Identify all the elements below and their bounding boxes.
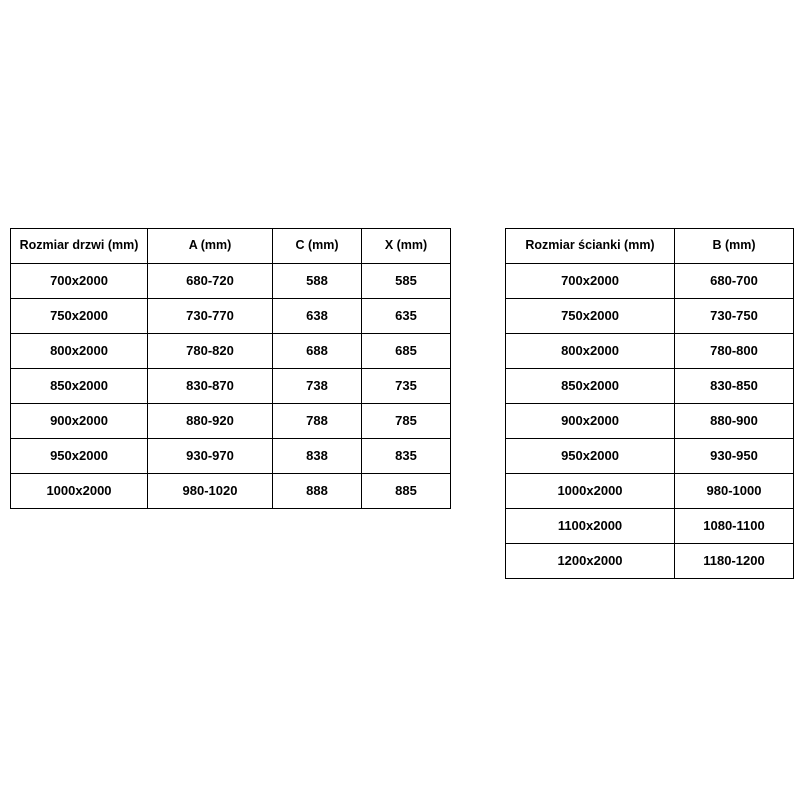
table-row <box>506 369 794 404</box>
cell-a: 780-820 <box>148 334 273 369</box>
cell-x: 885 <box>362 474 451 509</box>
cell-x: 635 <box>362 299 451 334</box>
cell-a: 830-870 <box>148 369 273 404</box>
cell-c: 888 <box>273 474 362 509</box>
cell-door-size: 900x2000 <box>11 404 148 439</box>
table-row <box>506 544 794 579</box>
table-header-row <box>506 229 794 264</box>
table-row <box>506 264 794 299</box>
cell-x: 585 <box>362 264 451 299</box>
header-b: B (mm) <box>675 229 794 264</box>
table-row <box>506 404 794 439</box>
cell-b: 830-850 <box>675 369 794 404</box>
wall-table-body <box>506 264 794 579</box>
doors-dimensions-table <box>10 228 451 509</box>
cell-b: 1180-1200 <box>675 544 794 579</box>
doors-table-body <box>11 264 451 509</box>
cell-c: 638 <box>273 299 362 334</box>
doors-table-header <box>11 229 451 264</box>
cell-door-size: 800x2000 <box>11 334 148 369</box>
table-row <box>506 439 794 474</box>
table-row <box>11 474 451 509</box>
table-row <box>506 334 794 369</box>
table-row <box>11 299 451 334</box>
cell-a: 680-720 <box>148 264 273 299</box>
table-row <box>11 404 451 439</box>
cell-b: 930-950 <box>675 439 794 474</box>
cell-door-size: 750x2000 <box>11 299 148 334</box>
wall-dimensions-table <box>505 228 794 579</box>
cell-wall-size: 950x2000 <box>506 439 675 474</box>
header-a: A (mm) <box>148 229 273 264</box>
cell-door-size: 850x2000 <box>11 369 148 404</box>
cell-door-size: 950x2000 <box>11 439 148 474</box>
header-wall-size: Rozmiar ścianki (mm) <box>506 229 675 264</box>
table-row <box>11 264 451 299</box>
table-header-row <box>11 229 451 264</box>
cell-b: 730-750 <box>675 299 794 334</box>
header-x: X (mm) <box>362 229 451 264</box>
cell-a: 980-1020 <box>148 474 273 509</box>
cell-wall-size: 1000x2000 <box>506 474 675 509</box>
table-row <box>11 439 451 474</box>
cell-door-size: 1000x2000 <box>11 474 148 509</box>
cell-a: 880-920 <box>148 404 273 439</box>
cell-wall-size: 800x2000 <box>506 334 675 369</box>
cell-wall-size: 900x2000 <box>506 404 675 439</box>
table-row <box>11 369 451 404</box>
cell-c: 738 <box>273 369 362 404</box>
cell-b: 680-700 <box>675 264 794 299</box>
cell-x: 685 <box>362 334 451 369</box>
cell-x: 735 <box>362 369 451 404</box>
cell-wall-size: 1200x2000 <box>506 544 675 579</box>
table-row <box>506 474 794 509</box>
cell-b: 880-900 <box>675 404 794 439</box>
cell-b: 780-800 <box>675 334 794 369</box>
cell-a: 730-770 <box>148 299 273 334</box>
cell-wall-size: 1100x2000 <box>506 509 675 544</box>
cell-wall-size: 850x2000 <box>506 369 675 404</box>
wall-table-header <box>506 229 794 264</box>
table-row <box>11 334 451 369</box>
cell-b: 980-1000 <box>675 474 794 509</box>
cell-x: 835 <box>362 439 451 474</box>
cell-x: 785 <box>362 404 451 439</box>
cell-c: 688 <box>273 334 362 369</box>
cell-a: 930-970 <box>148 439 273 474</box>
cell-b: 1080-1100 <box>675 509 794 544</box>
header-c: C (mm) <box>273 229 362 264</box>
cell-wall-size: 700x2000 <box>506 264 675 299</box>
table-row <box>506 509 794 544</box>
table-row <box>506 299 794 334</box>
cell-c: 788 <box>273 404 362 439</box>
cell-c: 588 <box>273 264 362 299</box>
cell-door-size: 700x2000 <box>11 264 148 299</box>
header-door-size: Rozmiar drzwi (mm) <box>11 229 148 264</box>
cell-wall-size: 750x2000 <box>506 299 675 334</box>
cell-c: 838 <box>273 439 362 474</box>
